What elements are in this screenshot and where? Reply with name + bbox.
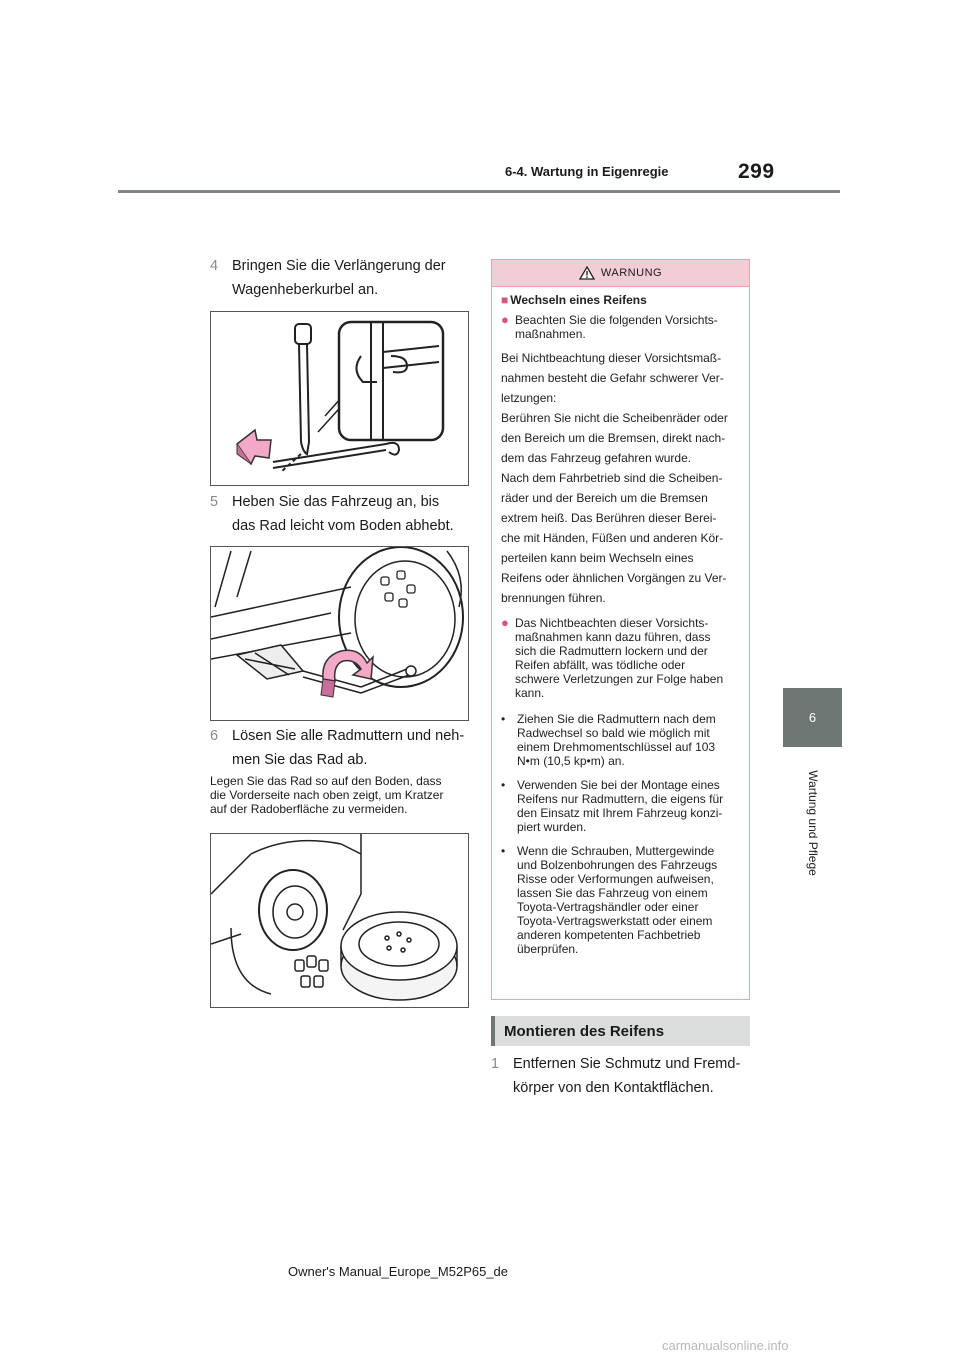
mounting-heading [491, 1016, 750, 1046]
step-5 [210, 490, 480, 538]
text-line: Toyota-Vertragshändler oder einer [517, 900, 699, 914]
warning-heading-text: Wechseln eines Reifens [510, 293, 647, 307]
text-line: Risse oder Verformungen aufweisen, [517, 872, 714, 886]
circle-bullet-icon: ● [501, 615, 509, 630]
dot-bullet-icon: • [501, 712, 506, 726]
text-line: Reifens nur Radmuttern, die eigens für [517, 792, 724, 806]
figure-wheel-removed [210, 833, 469, 1008]
step-number: 4 [210, 258, 219, 274]
chapter-number: 6 [808, 710, 817, 725]
text-line: N•m (10,5 kp•m) an. [517, 754, 625, 768]
text-line: den Einsatz mit Ihrem Fahrzeug konzi- [517, 806, 723, 820]
text-line: einem Drehmomentschlüssel auf 103 [517, 740, 716, 754]
warning-triangle-icon [579, 266, 595, 280]
step-number: 1 [491, 1056, 500, 1072]
text-line: extrem heiß. Das Berühren dieser Berei- [501, 511, 717, 525]
warning-list-item [501, 778, 740, 834]
text-line: sich die Radmuttern lockern und der [515, 644, 708, 658]
lift-vehicle-illustration [211, 547, 468, 720]
dot-bullet-icon: • [501, 844, 506, 858]
step-number: 6 [210, 728, 219, 744]
lug-nuts [295, 956, 328, 987]
text-line: piert wurden. [517, 820, 587, 834]
text-line: Reifens oder ähnlichen Vorgängen zu Ver- [501, 571, 727, 585]
text-line: Toyota-Vertragswerkstatt oder einem [517, 914, 713, 928]
text-line: schwere Verletzungen zur Folge haben [515, 672, 724, 686]
warning-bullet [501, 313, 740, 341]
step-text: das Rad leicht vom Boden abhebt. [232, 518, 454, 534]
text-line: anderen kompetenten Fachbetrieb [517, 928, 701, 942]
note-line: die Vorderseite nach oben zeigt, um Kratzer [210, 788, 444, 802]
section-title: 6-4. Wartung in Eigenregie [505, 164, 669, 179]
warning-paragraph [501, 348, 740, 608]
text-line: Berühren Sie nicht die Scheibenräder oder [501, 411, 728, 425]
jack-handle-illustration [211, 312, 468, 485]
footer-text: Owner's Manual_Europe_M52P65_de [288, 1264, 509, 1279]
warning-title: WARNUNG [600, 267, 663, 279]
figure-jack-handle [210, 311, 469, 486]
header-rule [118, 190, 840, 193]
text-line: brennungen führen. [501, 591, 606, 605]
figure-lift-vehicle [210, 546, 469, 721]
note-line: auf der Radoberfläche zu vermeiden. [210, 802, 408, 816]
text-line: lassen Sie das Fahrzeug von einem [517, 886, 708, 900]
text-line: Das Nichtbeachten dieser Vorsichts- [515, 616, 709, 630]
warning-list-item [501, 712, 740, 768]
text-line: maßnahmen. [515, 327, 586, 341]
text-line: dem das Fahrzeug gefahren wurde. [501, 451, 692, 465]
warning-box [491, 259, 750, 1000]
wheel-removed-illustration [211, 834, 468, 1007]
step-text: Entfernen Sie Schmutz und Fremd- [513, 1056, 741, 1072]
step-6 [210, 724, 480, 772]
page-number: 299 [738, 160, 775, 183]
step-text: körper von den Kontaktflächen. [513, 1080, 714, 1096]
text-line: Wenn die Schrauben, Muttergewinde [517, 844, 715, 858]
warning-header [492, 260, 749, 287]
text-line: räder und der Bereich um die Bremsen [501, 491, 708, 505]
mounting-step-1 [491, 1052, 761, 1100]
step-text: Bringen Sie die Verlängerung der [232, 258, 446, 274]
step-number: 5 [210, 494, 219, 510]
text-line: che mit Händen, Füßen und anderen Kör- [501, 531, 724, 545]
mounting-heading-text: Montieren des Reifens [504, 1022, 665, 1040]
square-bullet-icon: ■ [501, 293, 509, 307]
arrow-icon [237, 430, 271, 464]
chapter-tab [783, 688, 842, 747]
text-line: nahmen besteht die Gefahr schwerer Ver- [501, 371, 724, 385]
text-line: Verwenden Sie bei der Montage eines [517, 778, 720, 792]
text-line: maßnahmen kann dazu führen, dass [515, 630, 711, 644]
step-4 [210, 254, 480, 302]
step-note [210, 774, 480, 816]
text-line: Reifen abfällt, was tödliche oder [515, 658, 686, 672]
chapter-title-text: Wartung und Pflege [806, 770, 820, 876]
text-line: überprüfen. [517, 942, 579, 956]
dot-bullet-icon: • [501, 778, 506, 792]
text-line: den Bereich um die Bremsen, direkt nach- [501, 431, 726, 445]
text-line: Bei Nichtbeachtung dieser Vorsichtsmaß- [501, 351, 722, 365]
watermark-text: carmanualsonline.info [662, 1338, 789, 1353]
warning-body [492, 287, 749, 956]
text-line: perteilen kann beim Wechseln eines [501, 551, 694, 565]
circle-bullet-icon: ● [501, 312, 509, 327]
chapter-title [766, 760, 860, 886]
text-line: Radwechsel so bald wie möglich mit [517, 726, 710, 740]
step-text: Wagenheberkurbel an. [232, 282, 379, 298]
text-line: Beachten Sie die folgenden Vorsichts- [515, 313, 718, 327]
detail-inset [339, 322, 443, 440]
text-line: und Bolzenbohrungen des Fahrzeugs [517, 858, 718, 872]
text-line: Ziehen Sie die Radmuttern nach dem [517, 712, 716, 726]
step-text: Heben Sie das Fahrzeug an, bis [232, 494, 440, 510]
warning-heading [501, 293, 740, 307]
warning-list-item [501, 844, 740, 956]
step-text: men Sie das Rad ab. [232, 752, 368, 768]
text-line: Nach dem Fahrbetrieb sind die Scheiben- [501, 471, 723, 485]
note-line: Legen Sie das Rad so auf den Boden, dass [210, 774, 442, 788]
text-line: kann. [515, 686, 545, 700]
warning-bullet [501, 616, 740, 700]
text-line: letzungen: [501, 391, 557, 405]
step-text: Lösen Sie alle Radmuttern und neh- [232, 728, 465, 744]
